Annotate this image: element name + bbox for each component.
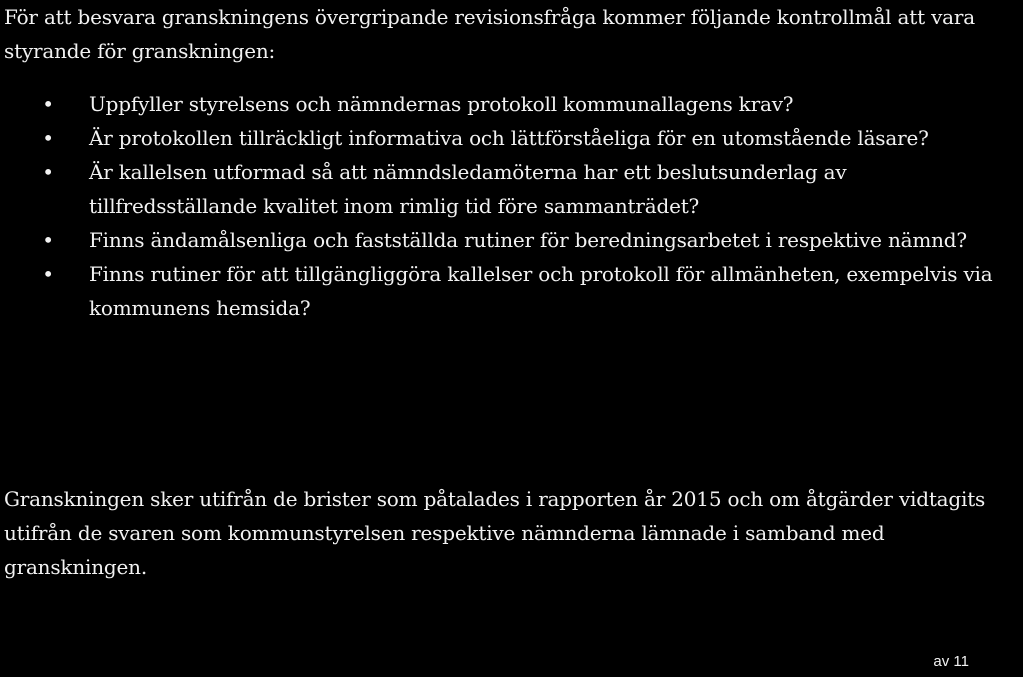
list-item-text: Är protokollen tillräckligt informativa och lättförståeliga för en utomstående läsare? [89,126,929,150]
list-item-text: Är kallelsen utformad så att nämndsledamöterna har ett beslutsunderlag av tillfredsställande kvalitet inom rimlig tid före sammanträdet? [89,160,847,218]
list-item [0,223,1015,257]
bullet-icon: • [42,160,54,184]
bullet-icon: • [42,126,54,150]
list-item [0,87,1015,121]
bullet-icon: • [42,92,54,116]
page-number: av 11 [933,653,969,670]
list-item-text: Finns rutiner för att tillgängliggöra kallelser och protokoll för allmänheten, exempelvis via kommunens hemsida? [89,262,993,320]
bullet-icon: • [42,262,54,286]
control-objectives-list [0,87,1015,325]
list-item [0,257,1015,325]
intro-paragraph: För att besvara granskningens övergripande revisionsfråga kommer följande kontrollmål att vara styrande för granskningen: [4,5,975,63]
bullet-icon: • [42,228,54,252]
list-item [0,155,1015,223]
list-item-text: Finns ändamålsenliga och fastställda rutiner för beredningsarbetet i respektive nämnd? [89,228,967,252]
closing-paragraph: Granskningen sker utifrån de brister som påtalades i rapporten år 2015 och om åtgärder vidtagits utifrån de svaren som kommunstyrelsen respektive nämnderna lämnade i samband med granskningen. [4,487,986,579]
list-item [0,121,1015,155]
list-item-text: Uppfyller styrelsens och nämndernas protokoll kommunallagens krav? [89,92,794,116]
